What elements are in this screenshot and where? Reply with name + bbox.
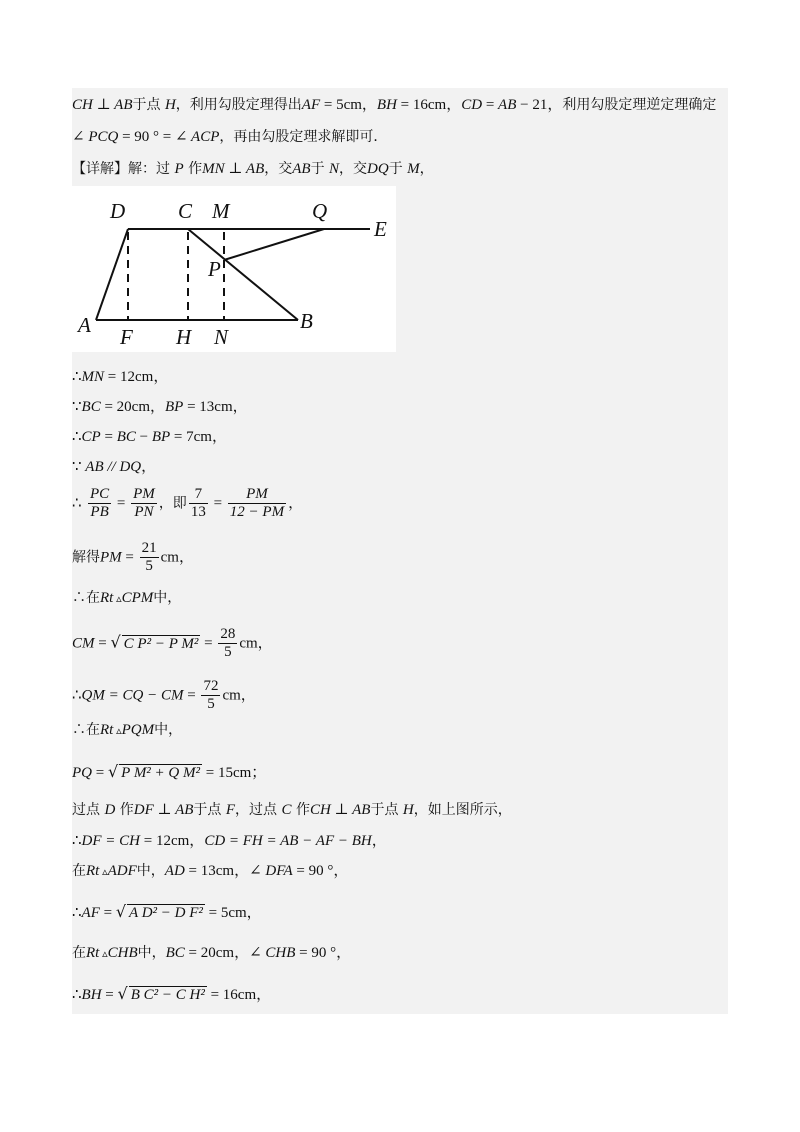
angle-dfa: ∠ DFA [249, 863, 293, 879]
numerator: 72 [203, 678, 219, 694]
eq: = [101, 987, 118, 1003]
value: = 13cm， [183, 399, 248, 415]
line-3 [72, 159, 434, 179]
label-b: B [300, 309, 313, 333]
label-n: N [214, 325, 229, 349]
text: 在 [72, 945, 86, 961]
numerator: 28 [220, 626, 236, 642]
angle-chb: ∠ CHB [249, 945, 296, 961]
line-ad [96, 229, 128, 320]
value: = 15cm； [202, 765, 267, 781]
eq: = [100, 429, 117, 445]
geometry-figure [72, 186, 396, 352]
bp: BP [165, 399, 184, 415]
pq: PQ [72, 765, 92, 781]
rt: Rt [86, 945, 100, 961]
text: ，利用勾股定理得出 [175, 97, 302, 113]
line-19 [72, 943, 351, 964]
therefore: ∴ [72, 429, 82, 445]
line-14 [72, 762, 266, 783]
denominator: PN [134, 504, 154, 520]
text: 解得 [72, 549, 100, 566]
angle-pcq: ∠ PCQ [72, 129, 119, 145]
line-9 [72, 540, 194, 575]
rt: Rt [100, 722, 114, 738]
bh: BH [81, 987, 102, 1003]
line-13 [72, 720, 182, 741]
radical-icon: √ [107, 762, 119, 781]
cpm: CPM [121, 590, 154, 606]
denominator: 5 [224, 644, 232, 660]
line-10 [72, 588, 181, 609]
pqm: PQM [121, 722, 155, 738]
line-20 [72, 984, 271, 1005]
bc: BC [165, 945, 185, 961]
cd-expr: CD = FH = AB − AF − BH [204, 833, 372, 849]
bp: BP [151, 429, 171, 445]
line-7 [72, 457, 156, 477]
minus-21: − 21， [516, 97, 563, 113]
text: 作 [183, 161, 203, 177]
label-f: F [120, 325, 133, 349]
df-eq-ch: DF = CH [81, 833, 141, 849]
value: = 20cm， [100, 399, 166, 415]
ab: AB [292, 161, 311, 177]
label-e: E [374, 217, 387, 241]
cm: CM [72, 635, 95, 652]
chb: CHB [107, 945, 138, 961]
line-17 [72, 861, 348, 882]
label-h: H [176, 325, 192, 349]
adf: ADF [107, 863, 137, 879]
text: ，即 [158, 495, 187, 512]
bc: BC [116, 429, 136, 445]
text: ∴在 [72, 590, 100, 606]
point-c: C [281, 802, 292, 818]
ab-parallel-dq: AB // DQ [85, 459, 142, 475]
radical-icon: √ [110, 632, 121, 652]
mn: MN [81, 369, 105, 385]
denominator: 13 [190, 504, 206, 520]
fraction-pm-12-pm [228, 486, 286, 521]
bh-value: = 16cm， [396, 97, 462, 113]
value: = 90 ° = [118, 129, 175, 145]
line-16 [72, 831, 387, 851]
cp: CP [81, 429, 101, 445]
text: 在 [72, 863, 86, 879]
fraction-72-5 [201, 678, 220, 713]
radicand: P M² + Q M² [121, 765, 201, 781]
comma: ， [141, 459, 157, 475]
numerator: 7 [189, 486, 208, 504]
label-c: C [178, 199, 193, 223]
numerator: PM [228, 486, 286, 504]
line-15 [72, 800, 512, 820]
line-8 [72, 486, 303, 521]
text: 于点 [193, 802, 226, 818]
af-value: = 5cm， [320, 97, 377, 113]
line-1 [72, 95, 716, 115]
value: = 13cm， [184, 863, 250, 879]
eq: = [183, 687, 200, 704]
radical-icon: √ [115, 902, 127, 921]
fraction-pc-pb [88, 486, 111, 521]
line-18 [72, 902, 262, 923]
denominator: PB [90, 504, 109, 520]
numerator: PM [133, 486, 155, 502]
dq: DQ [367, 161, 389, 177]
value: = 7cm， [170, 429, 227, 445]
text: 作 [291, 802, 310, 818]
eq: = [113, 495, 130, 512]
numerator: PC [90, 486, 110, 502]
radicand: C P² − P M² [123, 635, 199, 652]
ch-perp-ab: CH ⊥ AB [309, 802, 371, 818]
text: 于 [388, 161, 408, 177]
mn-perp-ab: MN ⊥ AB [202, 161, 265, 177]
ab: AB [498, 97, 517, 113]
value: = 12cm， [104, 369, 169, 385]
text: 于 [310, 161, 330, 177]
text: 中， [153, 590, 182, 606]
radicand: B C² − C H² [130, 987, 205, 1003]
qm-expr: QM = CQ − CM [81, 687, 184, 704]
point-f: F [225, 802, 236, 818]
text: 【详解】解：过 [72, 161, 175, 177]
radical-icon: √ [117, 984, 128, 1003]
rt: Rt [100, 590, 114, 606]
therefore: ∴ [72, 369, 82, 385]
label-a: A [78, 313, 91, 337]
text: 中， [154, 722, 183, 738]
fraction-pm-pn [131, 486, 157, 521]
text: 作 [115, 802, 134, 818]
eq: = [209, 495, 226, 512]
line-2 [72, 127, 387, 147]
radicand: A D² − D F² [129, 905, 203, 921]
fraction-21-5 [140, 540, 159, 575]
angle-acp: ∠ ACP [175, 129, 220, 145]
therefore: ∴ [72, 687, 82, 704]
numerator: 21 [141, 540, 157, 556]
text: ∴在 [72, 722, 100, 738]
point-d: D [104, 802, 116, 818]
denominator: 12 − PM [229, 504, 285, 520]
point-p: P [174, 161, 184, 177]
ad: AD [164, 863, 185, 879]
figure-svg [72, 186, 396, 352]
eq: = [99, 905, 116, 921]
therefore: ∴ [72, 987, 82, 1003]
solution-document [72, 88, 728, 1014]
text: ，交 [264, 161, 293, 177]
value: = 90 °， [292, 863, 349, 879]
point-h: H [402, 802, 414, 818]
fraction-7-13 [189, 486, 208, 521]
therefore: ∴ [72, 905, 82, 921]
unit: cm， [160, 549, 194, 566]
af: AF [301, 97, 321, 113]
triangle-icon: ▵ [113, 593, 122, 605]
cd: CD [461, 97, 483, 113]
text: 于点 [370, 802, 403, 818]
value: = 90 °， [295, 945, 352, 961]
unit: cm， [222, 687, 256, 704]
value: = 5cm， [204, 905, 262, 921]
eq: = [482, 97, 499, 113]
line-11 [72, 626, 273, 661]
value: = 12cm， [140, 833, 205, 849]
label-m: M [212, 199, 230, 223]
rt: Rt [86, 863, 100, 879]
text: 中， [136, 863, 165, 879]
df-perp-ab: DF ⊥ AB [133, 802, 194, 818]
triangle-icon: ▵ [113, 725, 122, 737]
point-n: N [329, 161, 340, 177]
text: 过点 [72, 802, 105, 818]
line-pq [224, 229, 324, 260]
text: ，如上图所示， [413, 802, 512, 818]
therefore: ∴ [72, 495, 82, 512]
denominator: 5 [207, 696, 215, 712]
eq: = [121, 549, 138, 566]
text: ，再由勾股定理求解即可． [219, 129, 388, 145]
text: 于点 [132, 97, 165, 113]
eq: = [200, 635, 217, 652]
label-q: Q [312, 199, 328, 223]
label-p: P [208, 257, 221, 281]
value: = 16cm， [206, 987, 272, 1003]
label-d: D [110, 199, 126, 223]
eq: = [92, 765, 108, 781]
line-5 [72, 397, 248, 417]
text: ，交 [339, 161, 368, 177]
point-h: H [164, 97, 176, 113]
line-4 [72, 367, 168, 387]
pm: PM [100, 549, 122, 566]
text: 中， [137, 945, 166, 961]
triangle-icon: ▵ [99, 866, 108, 878]
ch-perp-ab: CH ⊥ AB [72, 97, 133, 113]
line-6 [72, 427, 227, 447]
unit: cm， [239, 635, 273, 652]
text: ，过点 [235, 802, 282, 818]
because: ∵ [72, 399, 82, 415]
because: ∵ [72, 459, 86, 475]
denominator: 5 [145, 558, 153, 574]
bc: BC [81, 399, 101, 415]
value: = 20cm， [184, 945, 250, 961]
comma: ， [288, 495, 304, 512]
text: 利用勾股定理逆定理确定 [562, 97, 717, 113]
point-m: M [407, 161, 420, 177]
text: ， [419, 161, 434, 177]
fraction-28-5 [218, 626, 237, 661]
comma: ， [371, 833, 387, 849]
triangle-icon: ▵ [99, 948, 108, 960]
minus: − [135, 429, 152, 445]
af: AF [81, 905, 100, 921]
therefore: ∴ [72, 833, 82, 849]
eq: = [94, 635, 111, 652]
line-12 [72, 678, 256, 713]
bh: BH [376, 97, 397, 113]
